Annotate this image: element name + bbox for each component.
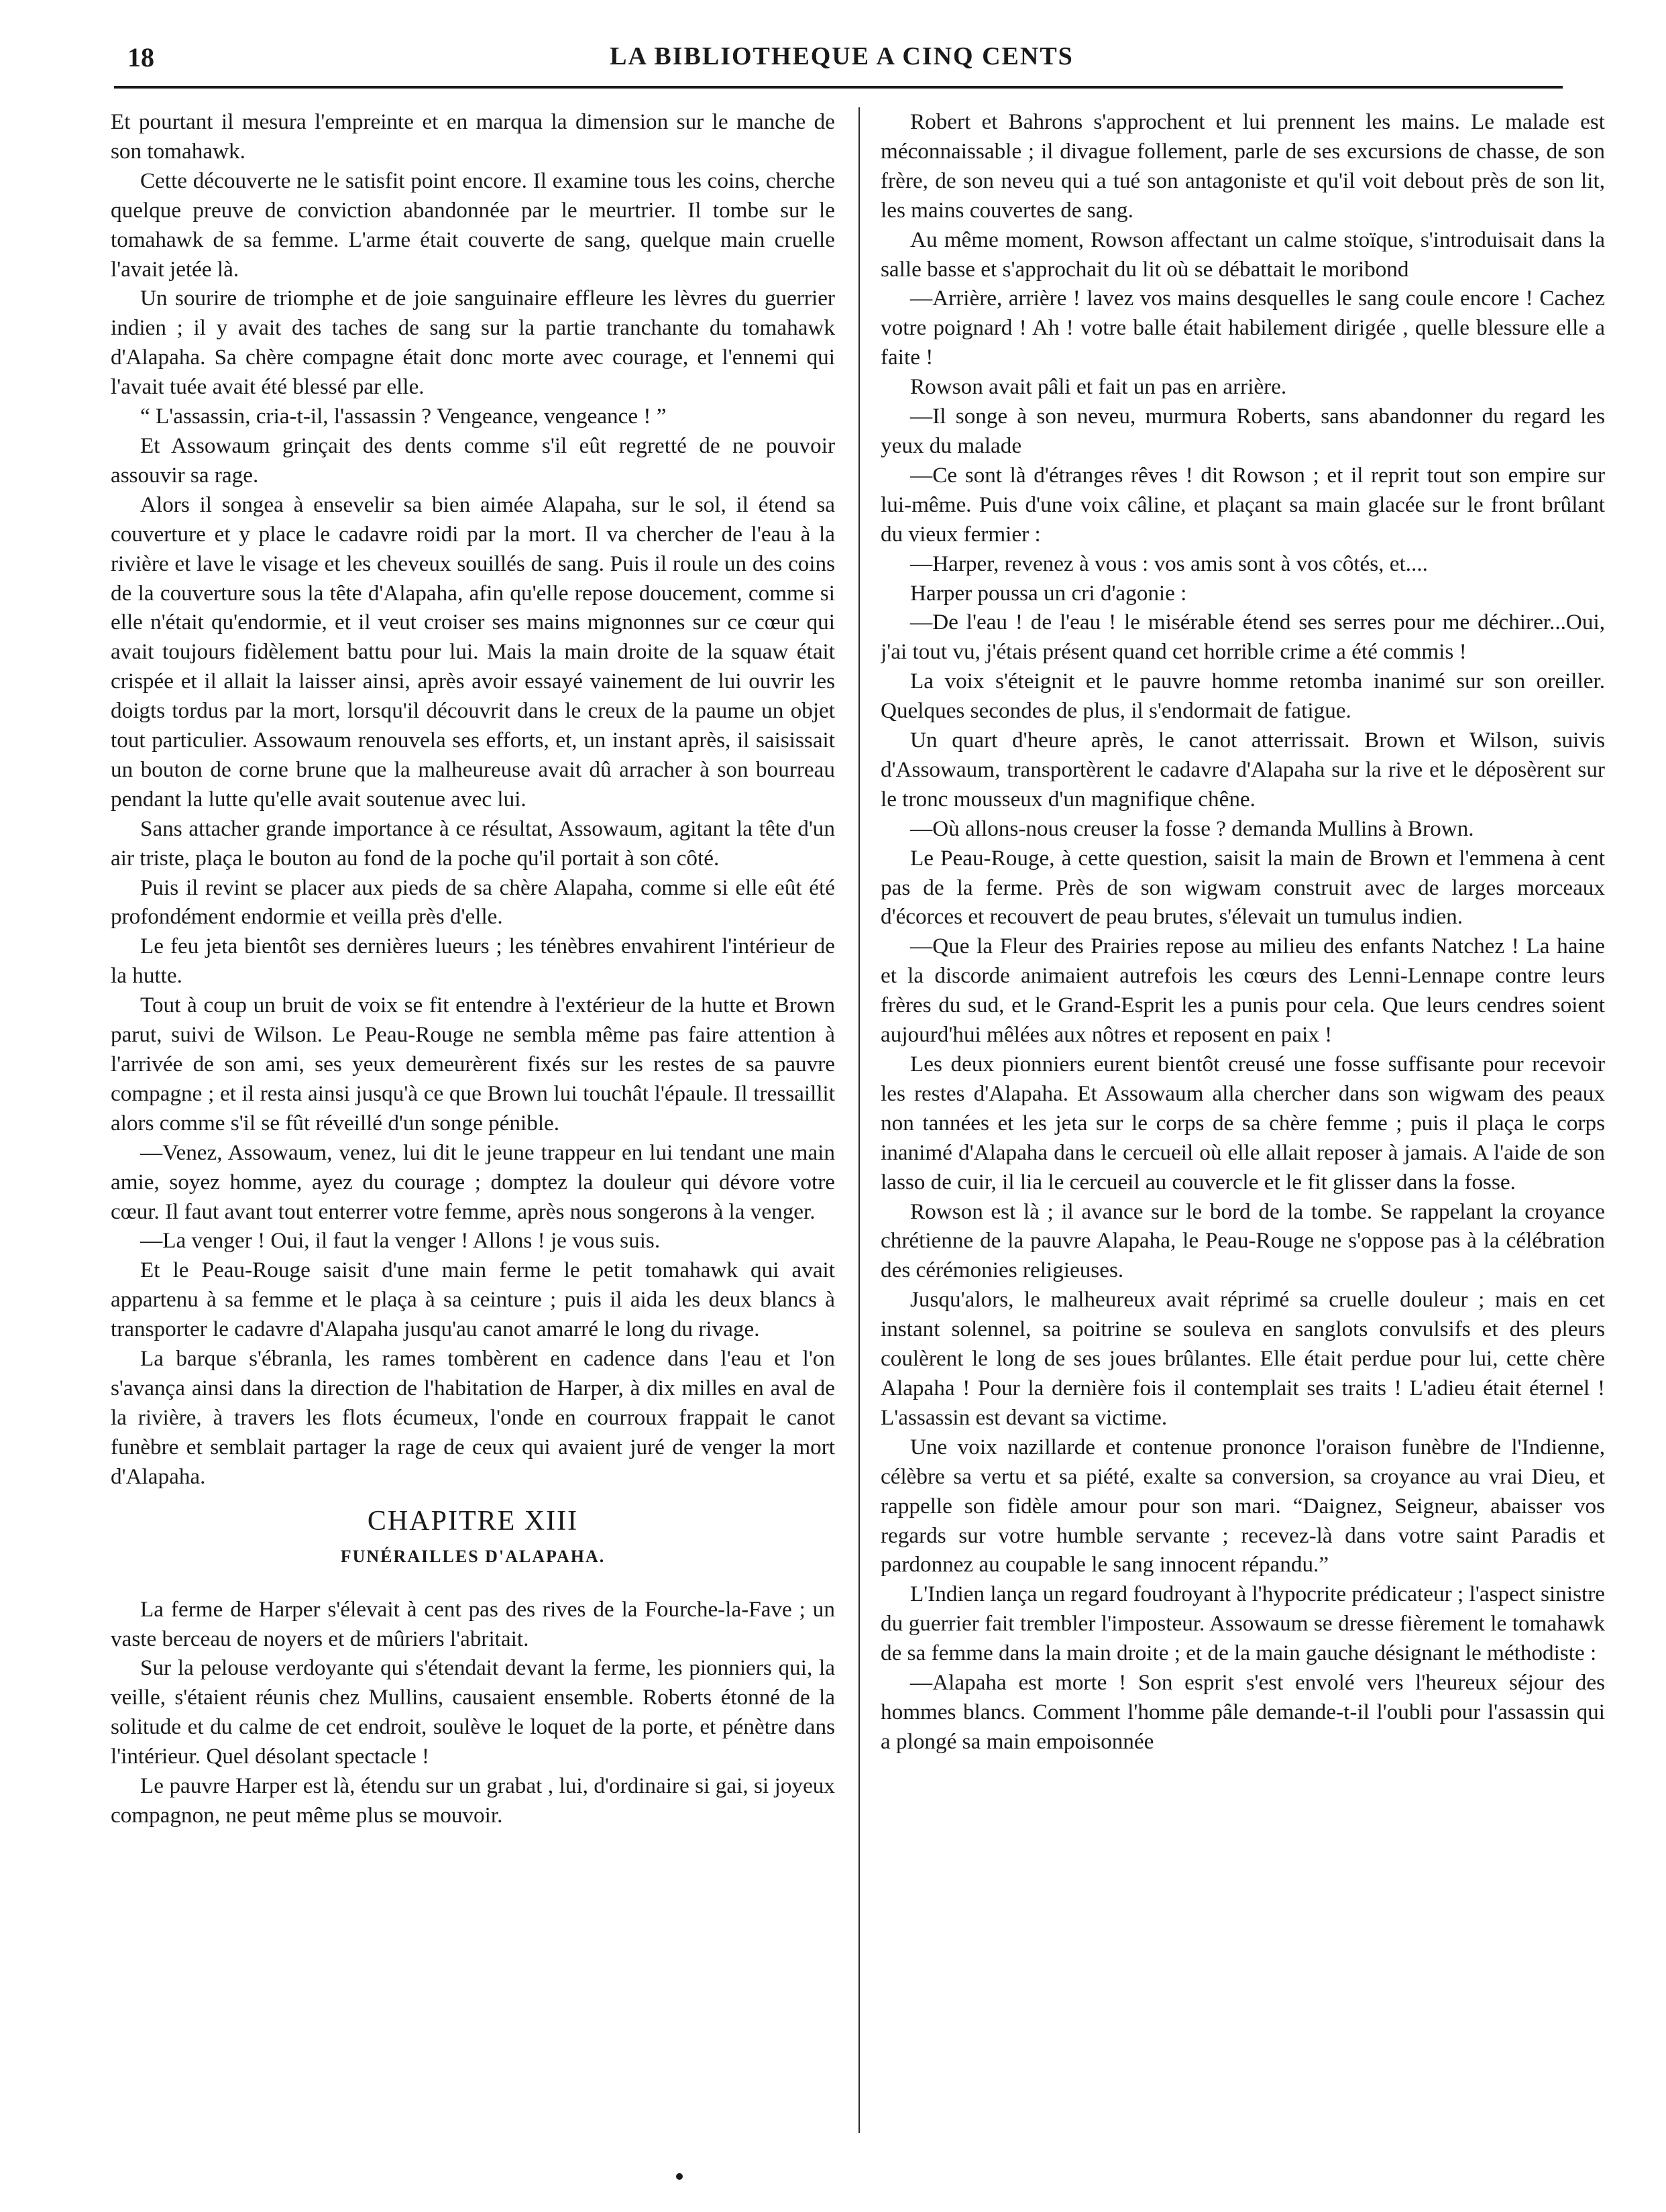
chapter-subtitle: FUNÉRAILLES D'ALAPAHA. xyxy=(340,1546,606,1566)
paragraph: —Venez, Assowaum, venez, lui dit le jeune trappeur en lui tendant une main amie, soyez homme, ayez du courage ; domptez la douleur qui dévore votre cœur. Il faut avant tout enterrer votre femme, après nous songerons à la venger. xyxy=(111,1140,835,1224)
paragraph: L'Indien lança un regard foudroyant à l'hypocrite prédicateur ; l'aspect sinistre du guerrier fait trembler l'imposteur. Assowaum se dresse fièrement le tomahawk de sa femme dans la main droite ; et de la main gauche désignant le méthodiste : xyxy=(881,1582,1605,1666)
page-header xyxy=(127,42,1556,82)
paragraph: —Que la Fleur des Prairies repose au milieu des enfants Natchez ! La haine et la discorde animaient autrefois les cœurs des Lenni-Lennape contre leurs frères du sud, et le Grand-Esprit les a punis pour cela. Que leurs cendres soient aujourd'hui mêlées aux nôtres et reposent en paix ! xyxy=(881,934,1605,1048)
paragraph: Et le Peau-Rouge saisit d'une main ferme le petit tomahawk qui avait appartenu à sa femme et le plaça à sa ceinture ; puis il aida les deux blancs à transporter le cadavre d'Alapaha jusqu'au canot amarré le long du rivage. xyxy=(111,1258,835,1342)
paragraph: —Alapaha est morte ! Son esprit s'est envolé vers l'heureux séjour des hommes blancs. Comment l'homme pâle demande-t-il l'oubli pour l'assassin qui a plongé sa main empoisonnée xyxy=(881,1670,1605,1754)
paragraph: Puis il revint se placer aux pieds de sa chère Alapaha, comme si elle eût été profondément endormie et veilla près d'elle. xyxy=(111,875,835,930)
paragraph: La voix s'éteignit et le pauvre homme retomba inanimé sur son oreiller. Quelques secondes de plus, il s'endormait de fatigue. xyxy=(881,669,1605,724)
paragraph: —Ce sont là d'étranges rêves ! dit Rowson ; et il reprit tout son empire sur lui-même. Puis d'une voix câline, et plaçant sa main glacée sur le front brûlant du vieux fermier : xyxy=(881,462,1605,547)
paragraph: —Où allons-nous creuser la fosse ? demanda Mullins à Brown. xyxy=(910,816,1474,841)
paragraph: Jusqu'alors, le malheureux avait réprimé sa cruelle douleur ; mais en cet instant solennel, sa poitrine se souleva en sanglots convulsifs et des pleurs coulèrent le long de ses joues brûlantes. Elle était perdue pour lui, cette chère Alapaha ! Pour la dernière fois il contemplait ses traits ! L'adieu était éternel ! L'assassin est devant sa victime. xyxy=(881,1287,1605,1430)
paragraph: —Arrière, arrière ! lavez vos mains desquelles le sang coule encore ! Cachez votre poignard ! Ah ! votre balle était habilement dirigée , quelle blessure elle a faite ! xyxy=(881,286,1605,370)
paragraph: Rowson est là ; il avance sur le bord de la tombe. Se rappelant la croyance chrétienne de la pauvre Alapaha, le Peau-Rouge ne s'oppose pas à la célébration des cérémonies religieuses. xyxy=(881,1199,1605,1283)
paragraph: “ L'assassin, cria-t-il, l'assassin ? Vengeance, vengeance ! ” xyxy=(140,404,667,429)
paragraph: Le feu jeta bientôt ses dernières lueurs ; les ténèbres envahirent l'intérieur de la hutte. xyxy=(111,934,835,989)
paragraph: Robert et Bahrons s'approchent et lui prennent les mains. Le malade est méconnaissable ; il divague follement, parle de ses excursions de chasse, de son frère, de son neveu qui a tué son antagoniste et qu'il voit debout près de son lit, les mains couvertes de sang. xyxy=(881,109,1605,223)
paragraph: Et pourtant il mesura l'empreinte et en marqua la dimension sur le manche de son tomahawk. xyxy=(111,109,835,164)
paragraph: Alors il songea à ensevelir sa bien aimée Alapaha, sur le sol, il étend sa couverture et y place le cadavre roidi par la mort. Il va chercher de l'eau à la rivière et lave le visage et les cheveux souillés de sang. Puis il roule un des coins de la couverture sous la tête d'Alapaha, afin qu'elle repose doucement, comme si elle n'était qu'endormie, et il veut croiser ses mains mignonnes sur ce cœur qui avait toujours fidèlement battu pour lui. Mais la main droite de la squaw était crispée et il allait la laisser ainsi, après avoir essayé vainement de lui ouvrir les doigts tordus par la mort, lorsqu'il découvrit dans le creux de la paume un objet tout particulier. Assowaum renouvela ses efforts, et, un instant après, il saisissait un bouton de corne brune que la malheureuse avait dû arracher à son bourreau pendant la lutte qu'elle avait soutenue avec lui. xyxy=(111,492,835,812)
column-divider xyxy=(858,107,860,2133)
left-column xyxy=(111,107,835,2133)
paragraph: —Harper, revenez à vous : vos amis sont à vos côtés, et.... xyxy=(910,551,1428,576)
paragraph: Sans attacher grande importance à ce résultat, Assowaum, agitant la tête d'un air triste, plaça le bouton au fond de la poche qu'il portait à son côté. xyxy=(111,816,835,871)
paragraph: Une voix nazillarde et contenue prononce l'oraison funèbre de l'Indienne, célèbre sa vertu et sa piété, exalte sa conversion, sa croyance au vrai Dieu, et rappelle son fidèle amour pour son mari. “Daignez, Seigneur, abaisser vos regards sur votre humble servante ; recevez-là dans votre saint Paradis et pardonnez au coupable le sang innocent répandu.” xyxy=(881,1434,1605,1578)
paragraph: —Il songe à son neveu, murmura Roberts, sans abandonner du regard les yeux du malade xyxy=(881,404,1605,458)
paragraph: Le Peau-Rouge, à cette question, saisit la main de Brown et l'emmena à cent pas de la ferme. Près de son wigwam construit avec de larges morceaux d'écorces et recouvert de peau brutes, s'élevait un tumulus indien. xyxy=(881,845,1605,930)
header-rule xyxy=(114,86,1563,89)
paragraph: Un sourire de triomphe et de joie sanguinaire effleure les lèvres du guerrier indien ; il y avait des taches de sang sur la partie tranchante du tomahawk d'Alapaha. Sa chère compagne était donc morte avec courage, et l'ennemi qui l'avait tuée avait été blessé par elle. xyxy=(111,286,835,400)
right-column xyxy=(881,107,1605,2133)
paragraph: Harper poussa un cri d'agonie : xyxy=(910,580,1187,606)
page-number: 18 xyxy=(127,42,154,72)
paragraph: Les deux pionniers eurent bientôt creusé une fosse suffisante pour recevoir les restes d'Alapaha. Et Assowaum alla chercher dans son wigwam des peaux non tannées et les jeta sur le corps de sa chère femme ; puis il plaça le corps inanimé d'Alapaha dans le cercueil où elle allait reposer à jamais. A l'aide de son lasso de cuir, il lia le cercueil au couvercle et le fit glisser dans la fosse. xyxy=(881,1052,1605,1195)
paragraph: Un quart d'heure après, le canot atterrissait. Brown et Wilson, suivis d'Assowaum, transportèrent le cadavre d'Alapaha sur la rive et le déposèrent sur le tronc mousseux d'un magnifique chêne. xyxy=(881,728,1605,812)
footer-dot xyxy=(676,2173,683,2180)
paragraph: Au même moment, Rowson affectant un calme stoïque, s'introduisait dans la salle basse et s'approchait du lit où se débattait le moribond xyxy=(881,227,1605,282)
paragraph: Cette découverte ne le satisfit point encore. Il examine tous les coins, cherche quelque preuve de conviction abandonnée par le meurtrier. Il tombe sur le tomahawk de sa femme. L'arme était couverte de sang, quelque main cruelle l'avait jetée là. xyxy=(111,168,835,282)
running-title: LA BIBLIOTHEQUE A CINQ CENTS xyxy=(610,42,1074,70)
paragraph: Rowson avait pâli et fait un pas en arrière. xyxy=(910,374,1287,400)
paragraph: La barque s'ébranla, les rames tombèrent en cadence dans l'eau et l'on s'avança ainsi dans la direction de l'habitation de Harper, à dix milles en aval de la rivière, à travers les flots écumeux, l'onde en courroux frappait le canot funèbre et semblait partager la rage de ceux qui avaient juré de venger la mort d'Alapaha. xyxy=(111,1346,835,1489)
paragraph: —La venger ! Oui, il faut la venger ! Allons ! je vous suis. xyxy=(140,1228,661,1254)
paragraph: La ferme de Harper s'élevait à cent pas des rives de la Fourche-la-Fave ; un vaste berceau de noyers et de mûriers l'abritait. xyxy=(111,1596,835,1651)
paragraph: Et Assowaum grinçait des dents comme s'il eût regretté de ne pouvoir assouvir sa rage. xyxy=(111,433,835,488)
paragraph: Sur la pelouse verdoyante qui s'étendait devant la ferme, les pionniers qui, la veille, s'étaient réunis chez Mullins, causaient ensemble. Roberts étonné de la solitude et du calme de cet endroit, soulève le loquet de la porte, et pénètre dans l'intérieur. Quel désolant spectacle ! xyxy=(111,1655,835,1769)
paragraph: Tout à coup un bruit de voix se fit entendre à l'extérieur de la hutte et Brown parut, suivi de Wilson. Le Peau-Rouge ne sembla même pas faire attention à l'arrivée de son ami, ses yeux demeurèrent fixés sur les restes de sa pauvre compagne ; et il resta ainsi jusqu'à ce que Brown lui touchât l'épaule. Il tressaillit alors comme s'il se fût réveillé d'un songe pénible. xyxy=(111,993,835,1136)
chapter-title: CHAPITRE XIII xyxy=(367,1505,579,1537)
paragraph: Le pauvre Harper est là, étendu sur un grabat , lui, d'ordinaire si gai, si joyeux compagnon, ne peut même plus se mouvoir. xyxy=(111,1773,835,1828)
paragraph: —De l'eau ! de l'eau ! le misérable étend ses serres pour me déchirer...Oui, j'ai tout vu, j'étais présent quand cet horrible crime a été commis ! xyxy=(881,610,1605,665)
